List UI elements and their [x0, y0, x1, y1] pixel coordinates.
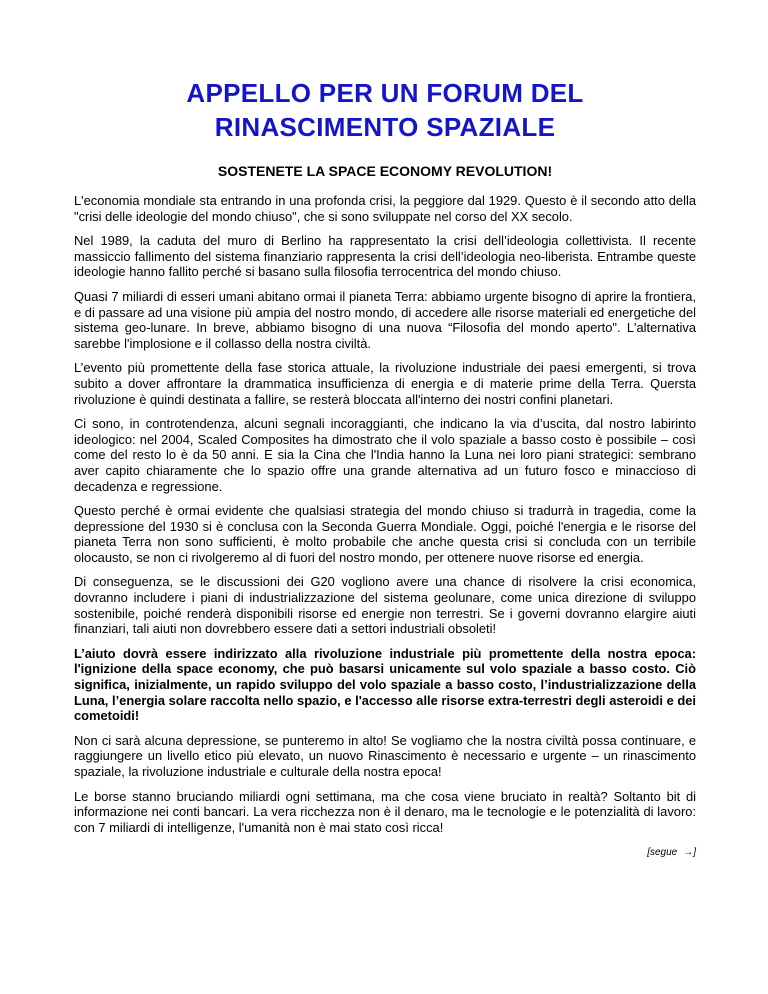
paragraph: Ci sono, in controtendenza, alcuni segnali incoraggianti, che indicano la via d’uscita, dal nostro labirinto ideologico: nel 2004, Scaled Composites ha dimostrato che il volo spaziale a basso costo è possibile – così come del resto lo è da 50 anni. E sia la Cina che l'India hanno la Luna nei loro piani strategici: sembrano aver capito chiaramente che lo spazio offre una grande alternativa ad un futuro fosco e minaccioso di decadenza e regressione.	[74, 416, 696, 494]
paragraph: Di conseguenza, se le discussioni dei G20 vogliono avere una chance di risolvere la crisi economica, dovranno includere i piani di industrializzazione del sistema geolunare, come unica direzione di sviluppo sostenibile, poiché renderà disponibili risorse ed energie non terrestri. Se i governi dovranno elargire aiuti finanziari, tali aiuti non dovrebbero essere dati a settori industriali obsoleti!	[74, 574, 696, 637]
paragraph: Non ci sarà alcuna depressione, se punteremo in alto! Se vogliamo che la nostra civiltà possa continuare, e raggiungere un livello etico più elevato, un nuovo Rinascimento è necessario e urgente – un rinascimento spaziale, la rivoluzione industriale e culturale della nostra epoca!	[74, 732, 696, 779]
continuation-note	[74, 846, 696, 860]
continuation-close: ]	[693, 847, 696, 859]
paragraph: L'economia mondiale sta entrando in una profonda crisi, la peggiore dal 1929. Questo è il secondo atto della "crisi delle ideologie del mondo chiuso", che si sono sviluppate nel corso del XX secolo.	[74, 193, 696, 224]
document-body	[74, 193, 696, 835]
paragraph: Le borse stanno bruciando miliardi ogni settimana, ma che cosa viene bruciato in realtà? Soltanto bit di informazione nei conti bancari. La vera ricchezza non è il denaro, ma le tecnologie e le potenzialità di lavoro: con 7 miliardi di intelligenze, l'umanità non è mai stato così ricca!	[74, 788, 696, 835]
document-title	[74, 76, 696, 144]
paragraph: Quasi 7 miliardi di esseri umani abitano ormai il pianeta Terra: abbiamo urgente bisogno di aprire la frontiera, e di passare ad una visione più ampia del nostro mondo, di accedere alle risorse materiali ed energetiche del sistema geo-lunare. In breve, abbiamo bisogno di una nuova “Filosofia del mondo aperto". L'alternativa sarebbe l'implosione e il collasso della nostra civiltà.	[74, 288, 696, 351]
continuation-open: [segue	[647, 847, 678, 859]
title-line: APPELLO PER UN FORUM DEL	[186, 78, 584, 108]
document-subtitle: SOSTENETE LA SPACE ECONOMY REVOLUTION!	[217, 163, 553, 179]
title-line: RINASCIMENTO SPAZIALE	[214, 112, 556, 142]
paragraph-emphasis: L’aiuto dovrà essere indirizzato alla rivoluzione industriale più promettente della nostra epoca: l'ignizione della space economy, che può basarsi unicamente sul volo spaziale a basso costo. Ciò significa, inizialmente, un rapido sviluppo del volo spaziale a basso costo, l’industrializzazione della Luna, l’energia solare raccolta nello spazio, e l'accesso alle risorse extra-terrestri degli asteroidi e dei cometoidi!	[74, 645, 696, 724]
right-arrow-icon: →	[683, 847, 694, 859]
paragraph: L’evento più promettente della fase storica attuale, la rivoluzione industriale dei paesi emergenti, si trova subito a dover affrontare la drammatica insufficienza di energia e di materie prime della Terra. Quersta rivoluzione è quindi destinata a fallire, se resterà bloccata all'interno dei nostri confini planetari.	[74, 360, 696, 407]
paragraph: Questo perché è ormai evidente che qualsiasi strategia del mondo chiuso si tradurrà in tragedia, come la depressione del 1930 si è conclusa con la Seconda Guerra Mondiale. Oggi, poiché l'energia e le risorse del pianeta Terra non sono sufficienti, è molto probabile che anche questa crisi si concluda con un terribile olocausto, se non ci rivolgeremo al di fuori del nostro mondo, per ottenere nuove risorse ed energia.	[74, 503, 696, 565]
document-page	[74, 76, 696, 860]
paragraph: Nel 1989, la caduta del muro di Berlino ha rappresentato la crisi dell’ideologia collettivista. Il recente massiccio fallimento del sistema finanziario rappresenta la crisi dell’ideologia neo-liberista. Entrambe queste ideologie hanno fallito perché si basano sulla filosofia terrocentrica del mondo chiuso.	[74, 233, 696, 280]
